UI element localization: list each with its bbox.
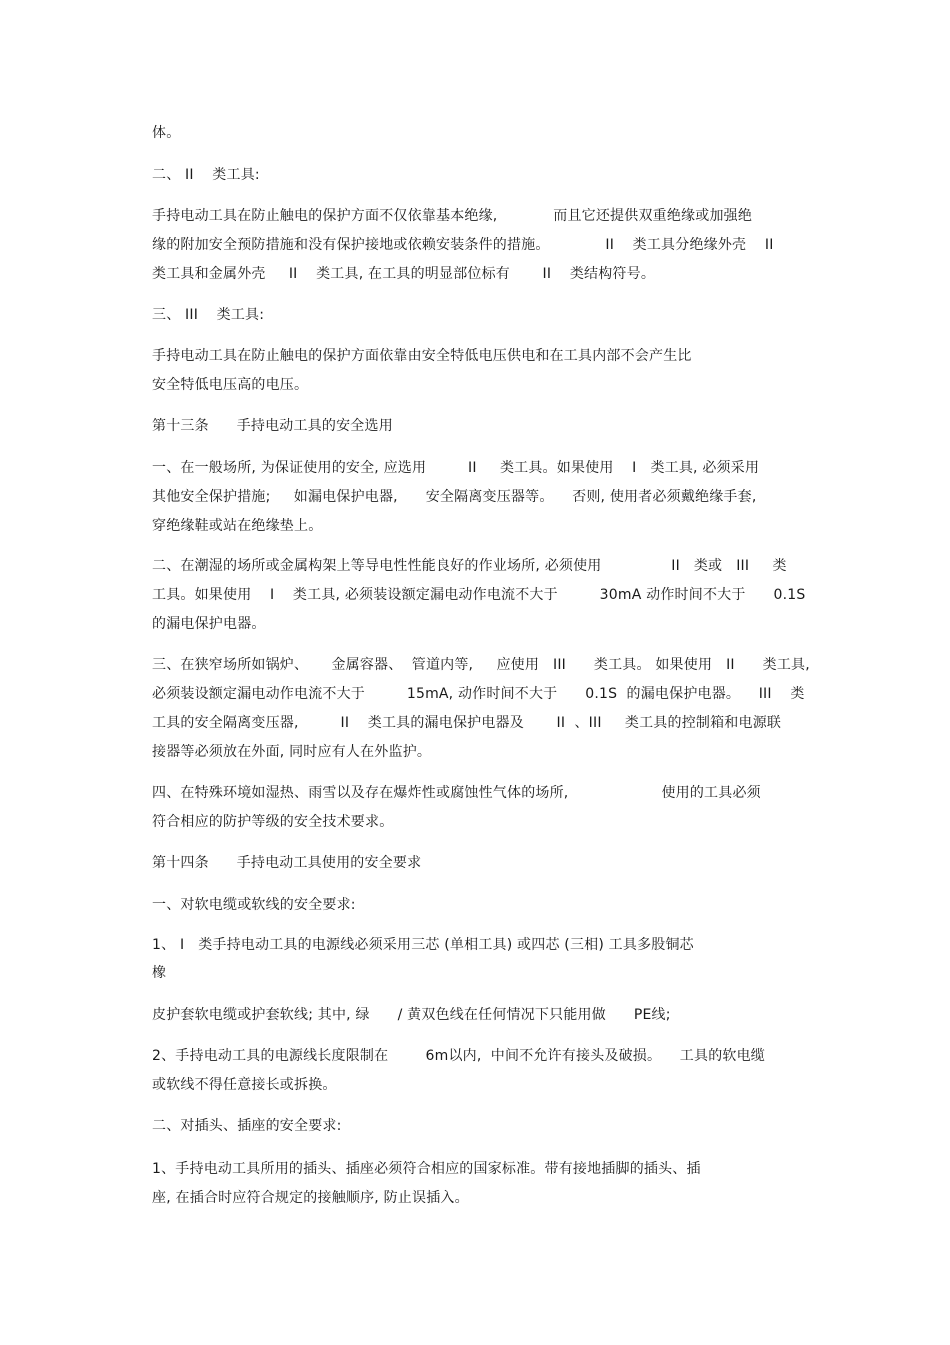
- text-line: 一、在一般场所, 为保证使用的安全, 应选用 II 类工具。如果使用 I 类工具, 必须采用: [152, 460, 760, 476]
- text-line: 接器等必须放在外面, 同时应有人在外监护。: [152, 744, 432, 760]
- text-line: 体。: [152, 125, 181, 141]
- section-heading: 二、对插头、插座的安全要求:: [152, 1118, 342, 1134]
- text-line: 手持电动工具在防止触电的保护方面依靠由安全特低电压供电和在工具内部不会产生比: [152, 348, 692, 364]
- text-line: 安全特低电压高的电压。: [152, 377, 309, 393]
- text-line: 橡: [152, 965, 167, 981]
- text-line: 二、在潮湿的场所或金属构架上等导电性性能良好的作业场所, 必须使用 II 类或 III 类: [152, 558, 787, 574]
- text-line: 座, 在插合时应符合规定的接触顺序, 防止误插入。: [152, 1190, 469, 1206]
- text-line: 缘的附加安全预防措施和没有保护接地或依赖安装条件的措施。 II 类工具分绝缘外壳 II: [152, 237, 774, 253]
- text-line: 1、手持电动工具所用的插头、插座必须符合相应的国家标准。带有接地插脚的插头、插: [152, 1161, 701, 1177]
- text-line: 皮护套软电缆或护套软线; 其中, 绿 / 黄双色线在任何情况下只能用做 PE线;: [152, 1007, 671, 1023]
- article-heading: 第十四条 手持电动工具使用的安全要求: [152, 855, 422, 871]
- section-heading: 二、 II 类工具:: [152, 167, 260, 183]
- text-line: 必须装设额定漏电动作电流不大于 15mA, 动作时间不大于 0.1S 的漏电保护电器。 III 类: [152, 686, 805, 702]
- text-line: 的漏电保护电器。: [152, 616, 266, 632]
- section-heading: 三、 III 类工具:: [152, 307, 265, 323]
- text-line: 工具的安全隔离变压器, II 类工具的漏电保护电器及 II 、III 类工具的控制箱和电源联: [152, 715, 782, 731]
- section-heading: 一、对软电缆或软线的安全要求:: [152, 897, 356, 913]
- text-line: 1、 I 类手持电动工具的电源线必须采用三芯 (单相工具) 或四芯 (三相) 工具多股铜芯: [152, 937, 694, 953]
- text-line: 穿绝缘鞋或站在绝缘垫上。: [152, 518, 323, 534]
- text-line: 四、在特殊环境如湿热、雨雪以及存在爆炸性或腐蚀性气体的场所, 使用的工具必须: [152, 785, 761, 801]
- text-line: 2、手持电动工具的电源线长度限制在 6m以内, 中间不允许有接头及破损。 工具的软电缆: [152, 1048, 766, 1064]
- text-line: 其他安全保护措施; 如漏电保护电器, 安全隔离变压器等。 否则, 使用者必须戴绝缘手套,: [152, 489, 757, 505]
- text-line: 工具。如果使用 I 类工具, 必须装设额定漏电动作电流不大于 30mA 动作时间不大于 0.1S: [152, 587, 806, 603]
- text-line: 或软线不得任意接长或拆换。: [152, 1077, 337, 1093]
- article-heading: 第十三条 手持电动工具的安全选用: [152, 418, 393, 434]
- text-line: 符合相应的防护等级的安全技术要求。: [152, 814, 394, 830]
- text-line: 类工具和金属外壳 II 类工具, 在工具的明显部位标有 II 类结构符号。: [152, 266, 656, 282]
- text-line: 三、在狭窄场所如锅炉、 金属容器、 管道内等, 应使用 III 类工具。 如果使用 II 类工具,: [152, 657, 810, 673]
- text-line: 手持电动工具在防止触电的保护方面不仅依靠基本绝缘, 而且它还提供双重绝缘或加强绝: [152, 208, 753, 224]
